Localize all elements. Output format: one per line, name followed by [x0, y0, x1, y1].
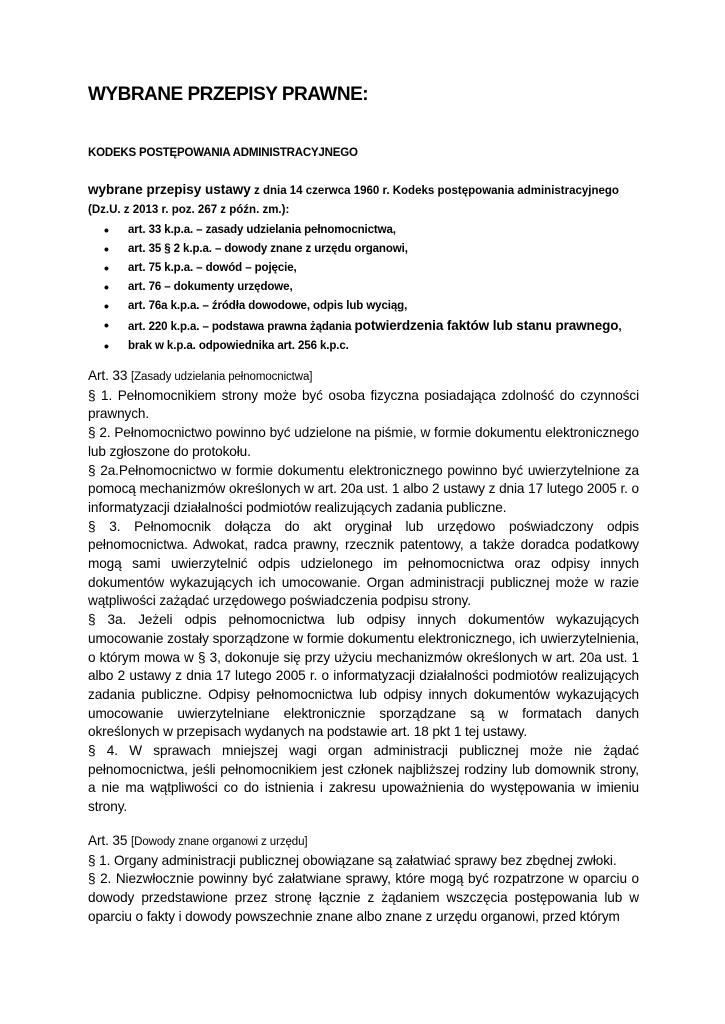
bullet-item [104, 337, 622, 356]
bullet-dot: • [104, 338, 109, 354]
bullet-text: art. 33 k.p.a. – zasady udzielania pełnomocnictwa, [128, 224, 396, 236]
article-paragraph: § 1. Organy administracji publicznej obowiązane są załatwiać sprawy bez zbędnej zwłoki. [88, 852, 617, 868]
article-33-number: Art. 33 [88, 368, 132, 383]
intro-paragraph [88, 180, 648, 220]
bullet-text: art. 220 k.p.a. – podstawa prawna żądania [128, 321, 355, 333]
article-paragraph: § 3. Pełnomocnik dołącza do akt oryginał lub urzędowo poświadczony odpis pełnomocnictwa. Adwokat, radca prawny, rzecznik patentowy, a także doradca podatkowy mogą sami uwierzytelnić odpis udzielonego im pełnomocnictwa oraz odpisy innych dokumentów wykazujących ich umocowanie. Organ administracji publicznej może w razie wątpliwości zażądać urzędowego poświadczenia podpisu strony. [88, 518, 639, 609]
bullet-text: art. 76a k.p.a. – źródła dowodowe, odpis lub wyciąg, [128, 300, 408, 312]
page-title: WYBRANE PRZEPISY PRAWNE: [88, 84, 369, 105]
bullet-dot: • [104, 260, 109, 276]
bullet-text: art. 35 § 2 k.p.a. – dowody znane z urzędu organowi, [128, 243, 408, 255]
article-33-heading [88, 367, 639, 387]
article-bullet-list [104, 221, 622, 356]
intro-rest: z dnia 14 czerwca 1960 r. Kodeks postępowania administracyjnego [250, 185, 619, 197]
article-33-title: [Zasady udzielania pełnomocnictwa] [131, 371, 313, 383]
article-35 [88, 832, 639, 927]
article-paragraph: § 2. Pełnomocnictwo powinno być udzielone na piśmie, w formie dokumentu elektronicznego lub zgłoszone do protokołu. [88, 425, 639, 459]
article-paragraph: § 2. Niezwłocznie powinny być załatwiane sprawy, które mogą być rozpatrzone w oparciu o dowody przedstawione przez stronę łącznie z żądaniem wszczęcia postępowania lub w oparciu o fakty i dowody powszechnie znane albo znane z urzędu organowi, przed którym [88, 871, 639, 924]
bullet-text: art. 75 k.p.a. – dowód – pojęcie, [128, 262, 297, 274]
article-35-heading [88, 832, 639, 852]
bullet-dot: • [104, 222, 109, 238]
bullet-item [104, 278, 622, 297]
bullet-dot: • [104, 317, 109, 333]
bullet-dot: • [104, 279, 109, 295]
bullet-item [104, 297, 622, 316]
bullet-dot: • [104, 298, 109, 314]
bullet-item [104, 259, 622, 278]
intro-citation: (Dz.U. z 2013 r. poz. 267 z późn. zm.): [88, 204, 290, 216]
article-paragraph: § 2a.Pełnomocnictwo w formie dokumentu elektronicznego powinno być uwierzytelnione za pomocą mechanizmów określonych w art. 20a ust. 1 albo 2 ustawy z dnia 17 lutego 2005 r. o informatyzacji działalności podmiotów realizujących zadania publiczne. [88, 462, 639, 515]
bullet-text: brak w k.p.a. odpowiednika art. 256 k.p.c. [128, 340, 349, 352]
bullet-tail: , [618, 321, 622, 333]
article-35-paragraphs [88, 852, 639, 927]
bullet-item [104, 221, 622, 240]
article-35-title: [Dowody znane organowi z urzędu] [131, 836, 308, 848]
article-35-number: Art. 35 [88, 833, 132, 848]
intro-lead: wybrane przepisy ustawy [88, 182, 251, 197]
bullet-dot: • [104, 241, 109, 257]
bullet-item [104, 240, 622, 259]
section-title: KODEKS POSTĘPOWANIA ADMINISTRACYJNEGO [88, 147, 358, 159]
article-33 [88, 367, 639, 817]
article-paragraph: § 1. Pełnomocnikiem strony może być osoba fizyczna posiadająca zdolność do czynności prawnych. [88, 387, 639, 422]
article-paragraph: § 3a. Jeżeli odpis pełnomocnictwa lub odpisy innych dokumentów wykazujących umocowanie zostały sporządzone w formie dokumentu elektronicznego, ich uwierzytelnienia, o którym mowa w § 3, dokonuje się przy użyciu mechanizmów określonych w art. 20a ust. 1 albo 2 ustawy z dnia 17 lutego 2005 r. o informatyzacji działalności podmiotów realizujących zadania publiczne. Odpisy pełnomocnictwa lub odpisy innych dokumentów wykazujących umocowanie uwierzytelniane elektronicznie sporządzane są w formatach danych określonych w przepisach wydanych na podstawie art. 18 pkt 1 tej ustawy. [88, 612, 639, 740]
bullet-item [104, 316, 622, 337]
article-33-paragraphs [88, 387, 639, 817]
article-paragraph: § 4. W sprawach mniejszej wagi organ administracji publicznej może nie żądać pełnomocnictwa, jeśli pełnomocnikiem jest członek najbliższej rodziny lub domownik strony, a nie ma wątpliwości co do istnienia i zakresu upoważnienia do występowania w imieniu strony. [88, 743, 639, 815]
bullet-emphasis: potwierdzenia faktów lub stanu prawnego [354, 318, 619, 333]
bullet-text: art. 76 – dokumenty urzędowe, [128, 281, 293, 293]
